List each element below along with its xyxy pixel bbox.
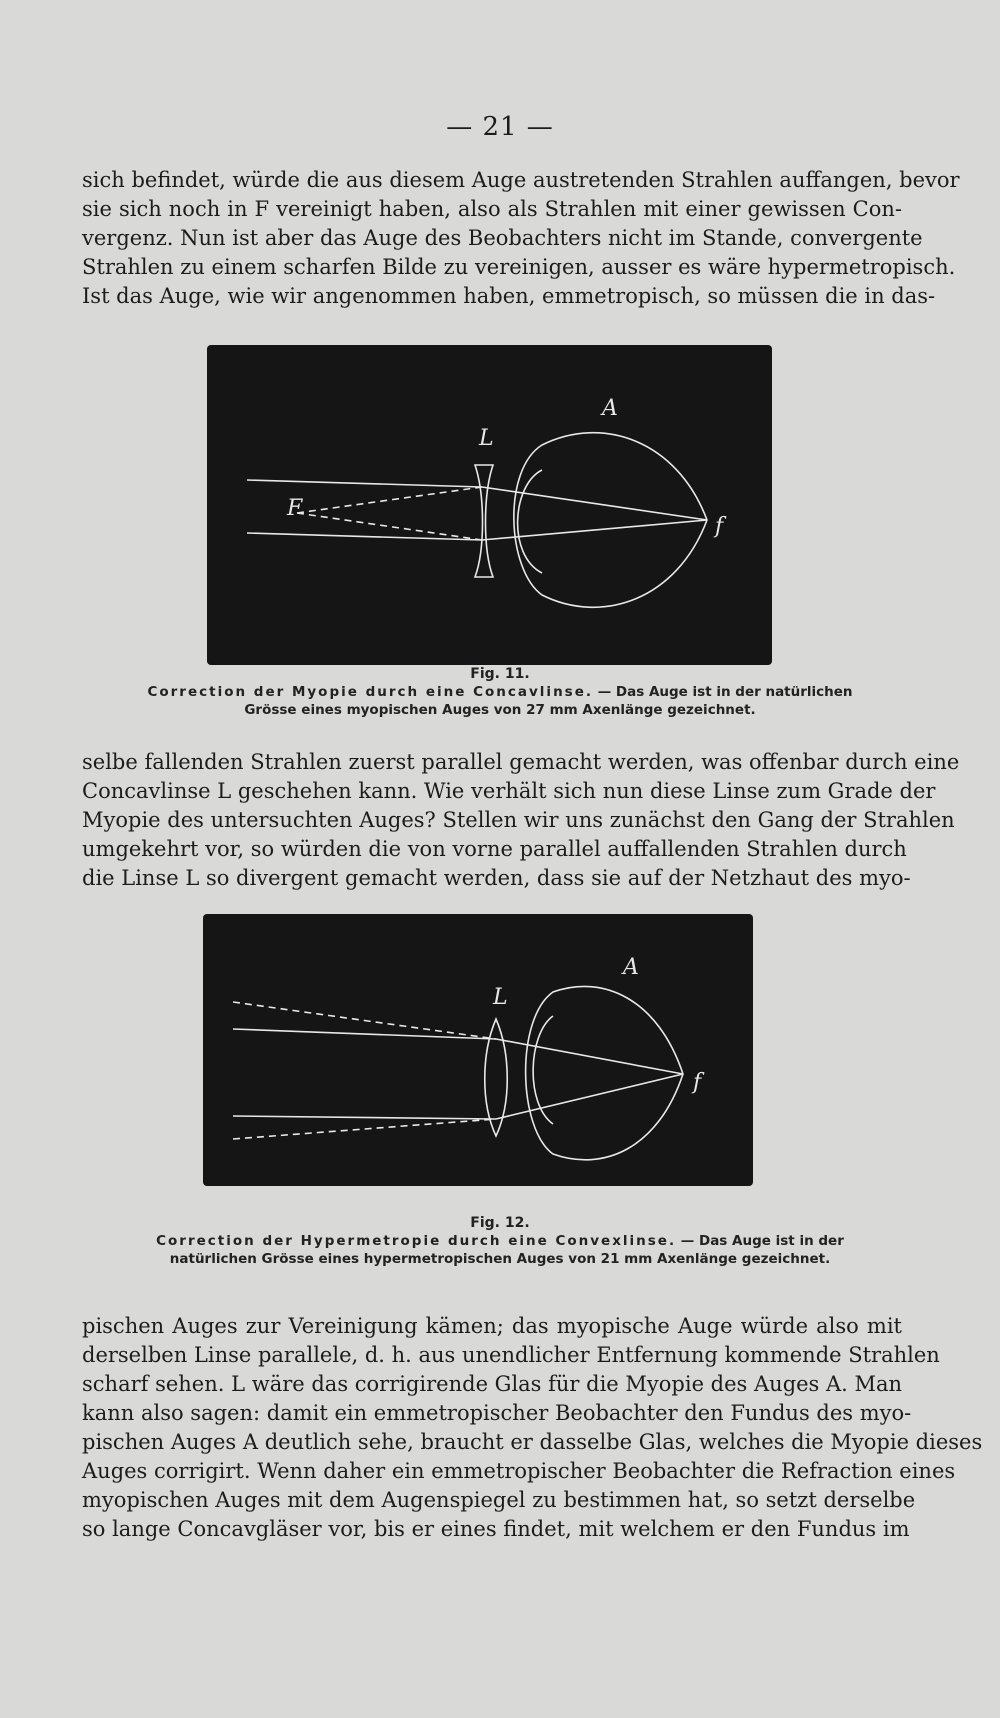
ray — [233, 1116, 496, 1119]
figure-11-diagram — [207, 345, 772, 665]
virtual-ray — [297, 487, 482, 513]
text-line: Strahlen zu einem scharfen Bilde zu vereinigen, ausser es wäre hypermetropisch. — [82, 255, 956, 279]
label-lens: L — [479, 426, 494, 451]
caption-text: natürlichen Grösse eines hypermetropischen Auges von 21 mm Axenlänge gezeichnet. — [169, 1251, 831, 1267]
text-line: pischen Auges zur Vereinigung kämen; das myopische Auge würde also mit — [82, 1314, 902, 1338]
figure-12-label: Fig. 12. — [470, 1215, 530, 1231]
figure-11-caption — [0, 665, 1000, 719]
ray — [247, 480, 482, 487]
figure-11-label: Fig. 11. — [470, 666, 530, 682]
text-line: Auges corrigirt. Wenn daher ein emmetropischer Beobachter die Refraction eines — [82, 1459, 956, 1483]
figure-12-plate — [203, 914, 753, 1186]
caption-text: — Das Auge ist in der — [676, 1233, 844, 1249]
text-line: scharf sehen. L wäre das corrigirende Glas für die Myopie des Auges A. Man — [82, 1372, 903, 1396]
concave-lens — [475, 465, 493, 577]
text-line: myopischen Auges mit dem Augenspiegel zu bestimmen hat, so setzt derselbe — [82, 1488, 916, 1512]
label-eye: A — [602, 396, 618, 421]
ray — [233, 1029, 496, 1039]
text-line: selbe fallenden Strahlen zuerst parallel gemacht werden, was offenbar durch eine — [82, 750, 960, 774]
paragraph-1 — [82, 166, 960, 311]
text-line: sie sich noch in F vereinigt haben, also als Strahlen mit einer gewissen Con- — [82, 197, 902, 221]
ray — [482, 487, 707, 520]
caption-text: — Das Auge ist in der natürlichen — [593, 684, 853, 700]
eye-cornea — [518, 470, 542, 573]
text-line: Ist das Auge, wie wir angenommen haben, emmetropisch, so müssen die in das- — [82, 284, 936, 308]
text-line: pischen Auges A deutlich sehe, braucht er dasselbe Glas, welches die Myopie dieses — [82, 1430, 983, 1454]
caption-title: Correction der Myopie durch eine Concavlinse. — [147, 684, 593, 700]
figure-12-diagram — [203, 914, 753, 1186]
text-line: so lange Concavgläser vor, bis er eines findet, mit welchem er den Fundus im — [82, 1517, 910, 1541]
text-line: Myopie des untersuchten Auges? Stellen wir uns zunächst den Gang der Strahlen — [82, 808, 955, 832]
figure-11-plate — [207, 345, 772, 665]
ray — [496, 1074, 683, 1119]
text-line: kann also sagen: damit ein emmetropischer Beobachter den Fundus des myo- — [82, 1401, 912, 1425]
paragraph-2 — [82, 748, 960, 893]
label-lens: L — [493, 985, 508, 1010]
text-line: vergenz. Nun ist aber das Auge des Beobachters nicht im Stande, convergente — [82, 226, 923, 250]
virtual-ray — [233, 1119, 496, 1139]
text-line: sich befindet, würde die aus diesem Auge austretenden Strahlen auffangen, bevor — [82, 168, 960, 192]
eye-globe — [514, 433, 707, 608]
caption-title: Correction der Hypermetropie durch eine Convexlinse. — [156, 1233, 677, 1249]
ray — [482, 520, 707, 540]
figure-12-caption — [0, 1214, 1000, 1268]
page-number: — 21 — — [446, 112, 554, 142]
text-line: derselben Linse parallele, d. h. aus unendlicher Entfernung kommende Strahlen — [82, 1343, 940, 1367]
ray — [496, 1039, 683, 1074]
text-line: umgekehrt vor, so würden die von vorne parallel auffallenden Strahlen durch — [82, 837, 907, 861]
text-line: die Linse L so divergent gemacht werden, dass sie auf der Netzhaut des myo- — [82, 866, 911, 890]
text-line: Concavlinse L geschehen kann. Wie verhält sich nun diese Linse zum Grade der — [82, 779, 936, 803]
label-fovea: f — [715, 514, 724, 539]
label-fovea: f — [693, 1070, 702, 1095]
label-eye: A — [623, 955, 639, 980]
caption-text: Grösse eines myopischen Auges von 27 mm Axenlänge gezeichnet. — [244, 702, 756, 718]
ray — [247, 533, 482, 540]
paragraph-3 — [82, 1312, 983, 1544]
eye-globe — [526, 986, 683, 1159]
label-far-point: F — [287, 496, 303, 521]
